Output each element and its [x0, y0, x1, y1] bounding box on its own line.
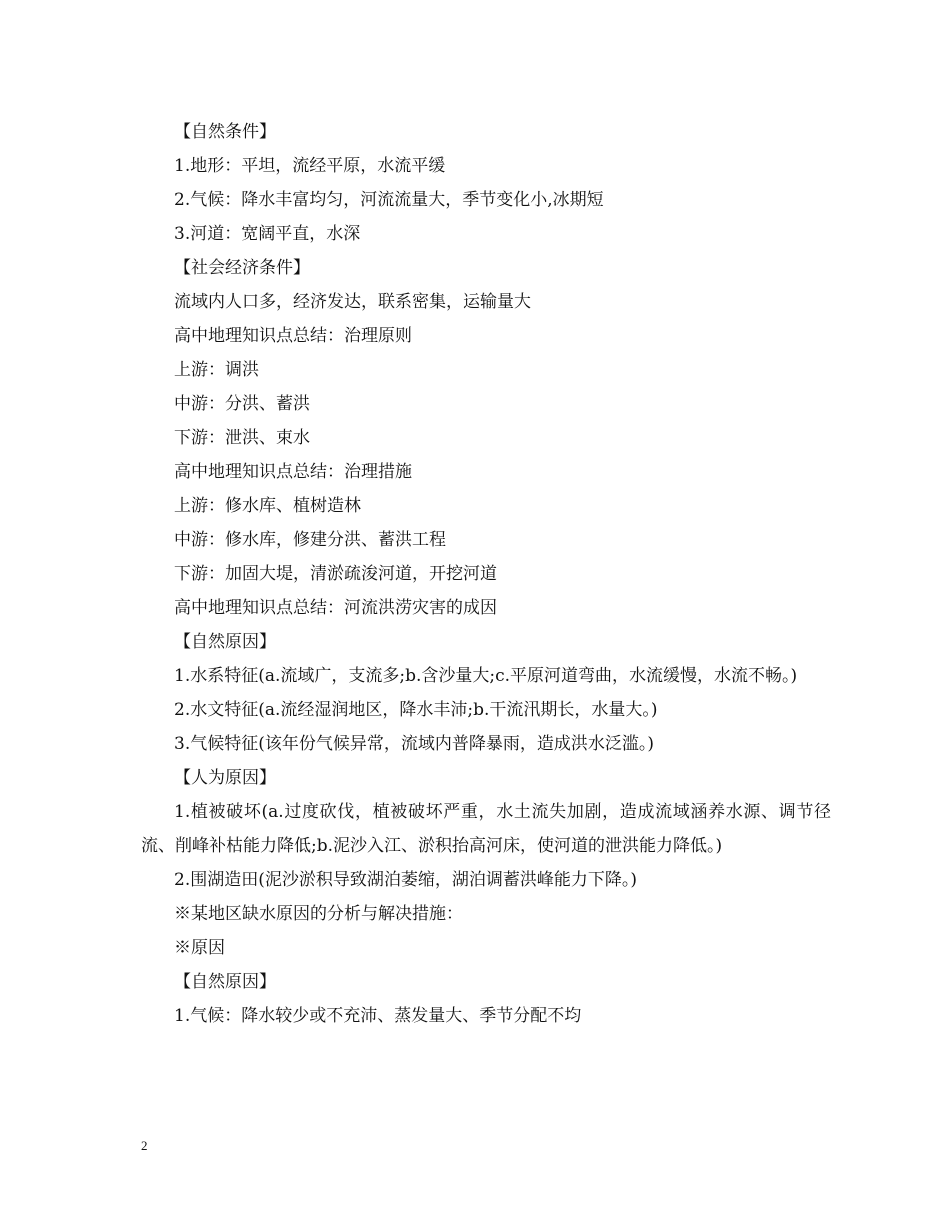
text-population: 流域内人口多，经济发达，联系密集，运输量大 [174, 292, 531, 312]
text-climate: 2.气候：降水丰富均匀，河流流量大，季节变化小,冰期短 [174, 190, 604, 210]
text-hydrology: 2.水文特征(a.流经湿润地区，降水丰沛;b.干流汛期长，水量大。) [174, 700, 658, 720]
text-lake-reclamation: 2.围湖造田(泥沙淤积导致湖泊萎缩，湖泊调蓄洪峰能力下降。) [174, 870, 637, 890]
text-terrain: 1.地形：平坦，流经平原，水流平缓 [174, 156, 446, 176]
text-climate-shortage: 1.气候：降水较少或不充沛、蒸发量大、季节分配不均 [174, 1006, 582, 1026]
section-title-water-shortage: ※某地区缺水原因的分析与解决措施： [174, 904, 463, 924]
heading-natural-causes: 【自然原因】 [174, 632, 276, 652]
text-downstream-measure: 下游：加固大堤，清淤疏浚河道，开挖河道 [174, 564, 497, 584]
text-climate-cause: 3.气候特征(该年份气候异常，流域内普降暴雨，造成洪水泛滥。) [174, 734, 654, 754]
text-channel: 3.河道：宽阔平直，水深 [174, 224, 361, 244]
heading-human-causes: 【人为原因】 [174, 768, 276, 788]
heading-socioeconomic-conditions: 【社会经济条件】 [174, 258, 310, 278]
paragraph-vegetation: 1.植被破坏(a.过度砍伐，植被破坏严重，水土流失加剧，造成流域涵养水源、调节径流、削峰补枯能力降低;b.泥沙入江、淤积抬高河床，使河道的泄洪能力降低。) [141, 802, 831, 856]
text-midstream-measure: 中游：修水库，修建分洪、蓄洪工程 [174, 530, 446, 550]
heading-natural-causes-shortage: 【自然原因】 [174, 972, 276, 992]
section-title-principles: 高中地理知识点总结：治理原则 [174, 326, 412, 346]
text-midstream-principle: 中游：分洪、蓄洪 [174, 394, 310, 414]
text-upstream-measure: 上游：修水库、植树造林 [174, 496, 361, 516]
section-title-measures: 高中地理知识点总结：治理措施 [174, 462, 412, 482]
text-downstream-principle: 下游：泄洪、束水 [174, 428, 310, 448]
section-title-flood-causes: 高中地理知识点总结：河流洪涝灾害的成因 [174, 598, 497, 618]
text-reason-heading: ※原因 [174, 938, 225, 958]
heading-natural-conditions: 【自然条件】 [174, 122, 276, 142]
paragraph-water-system: 1.水系特征(a.流域广，支流多;b.含沙量大;c.平原河道弯曲，水流缓慢，水流不畅。) [174, 666, 798, 686]
body-text [141, 115, 831, 1033]
text-upstream-principle: 上游：调洪 [174, 360, 259, 380]
page-number: 2 [141, 1138, 148, 1153]
